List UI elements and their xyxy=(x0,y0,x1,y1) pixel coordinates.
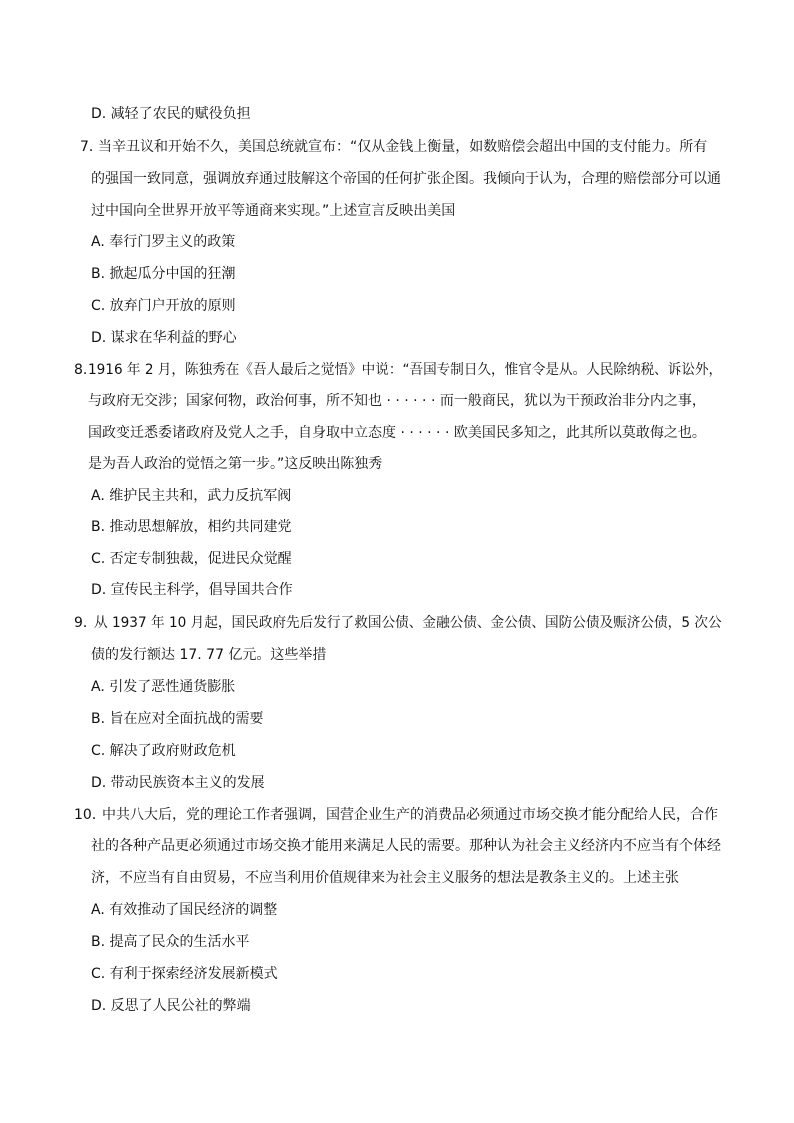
stem-line: 过中国向全世界开放平等通商来实现。”上述宣言反映出美国 xyxy=(91,203,456,219)
option-b: B. 提高了民众的生活水平 xyxy=(91,934,250,950)
stem-line: 债的发行额达 17. 77 亿元。这些举措 xyxy=(91,647,327,663)
question-number: 9． xyxy=(74,615,97,631)
option-d: D. 宣传民主科学，倡导国共合作 xyxy=(91,582,293,598)
stem-line: 的强国一致同意，强调放弃通过肢解这个帝国的任何扩张企图。我倾向于认为，合理的赔偿部分可以通 xyxy=(91,171,721,187)
option-a: A. 维护民主共和，武力反抗军阀 xyxy=(91,488,292,504)
option-d: D. 反思了人民公社的弊端 xyxy=(91,998,251,1014)
option-d: D. 带动民族资本主义的发展 xyxy=(91,775,265,791)
option-a: A. 引发了恶性通货膨胀 xyxy=(91,679,236,695)
stem-line: 1916 年 2 月，陈独秀在《吾人最后之觉悟》中说：“吾国专制日久，惟官令是从。人民除纳税、诉讼外， xyxy=(88,362,723,378)
stem-line: 国政变迁悉委诸政府及党人之手，自身取中立态度 · · · · · · 欧美国民多知之，此其所以莫敢侮之也。 xyxy=(88,425,706,441)
option-b: B. 推动思想解放，相约共同建党 xyxy=(91,519,292,535)
stem-line: 济，不应当有自由贸易，不应当利用价值规律来为社会主义服务的想法是教条主义的。上述主张 xyxy=(91,870,679,886)
option-b: B. 旨在应对全面抗战的需要 xyxy=(91,711,264,727)
option-b: B. 掀起瓜分中国的狂潮 xyxy=(91,266,236,282)
option-d: D. 谋求在华利益的野心 xyxy=(91,330,237,346)
question-number: 10． xyxy=(74,807,106,823)
stem-line: 当辛丑议和开始不久，美国总统就宣布：“仅从金钱上衡量，如数赔偿会超出中国的支付能力。所有 xyxy=(98,139,708,155)
option-c: C. 放弃门户开放的原则 xyxy=(91,298,236,314)
option-a: A. 有效推动了国民经济的调整 xyxy=(91,902,278,918)
stem-line: 中共八大后，党的理论工作者强调，国营企业生产的消费品必须通过市场交换才能分配给人民，合作 xyxy=(102,807,718,823)
option-c: C. 有利于探索经济发展新模式 xyxy=(91,966,278,982)
stem-line: 与政府无交涉；国家何物，政治何事，所不知也 · · · · · · 而一般商民，犹以为干预政治非分内之事， xyxy=(88,393,706,409)
stem-line: 从 1937 年 10 月起，国民政府先后发行了救国公债、金融公债、金公债、国防公债及赈济公债，5 次公 xyxy=(94,615,722,631)
option-c: C. 解决了政府财政危机 xyxy=(91,743,236,759)
option-a: A. 奉行门罗主义的政策 xyxy=(91,234,236,250)
question-number: 7． xyxy=(80,139,103,155)
option-d-prev: D. 减轻了农民的赋役负担 xyxy=(91,106,251,122)
option-c: C. 否定专制独裁，促进民众觉醒 xyxy=(91,551,292,567)
question-number: 8. xyxy=(74,362,88,378)
stem-line: 社的各种产品更必须通过市场交换才能用来满足人民的需要。那种认为社会主义经济内不应当有个体经 xyxy=(91,838,721,854)
stem-line: 是为吾人政治的觉悟之第一步。”这反映出陈独秀 xyxy=(88,456,383,472)
